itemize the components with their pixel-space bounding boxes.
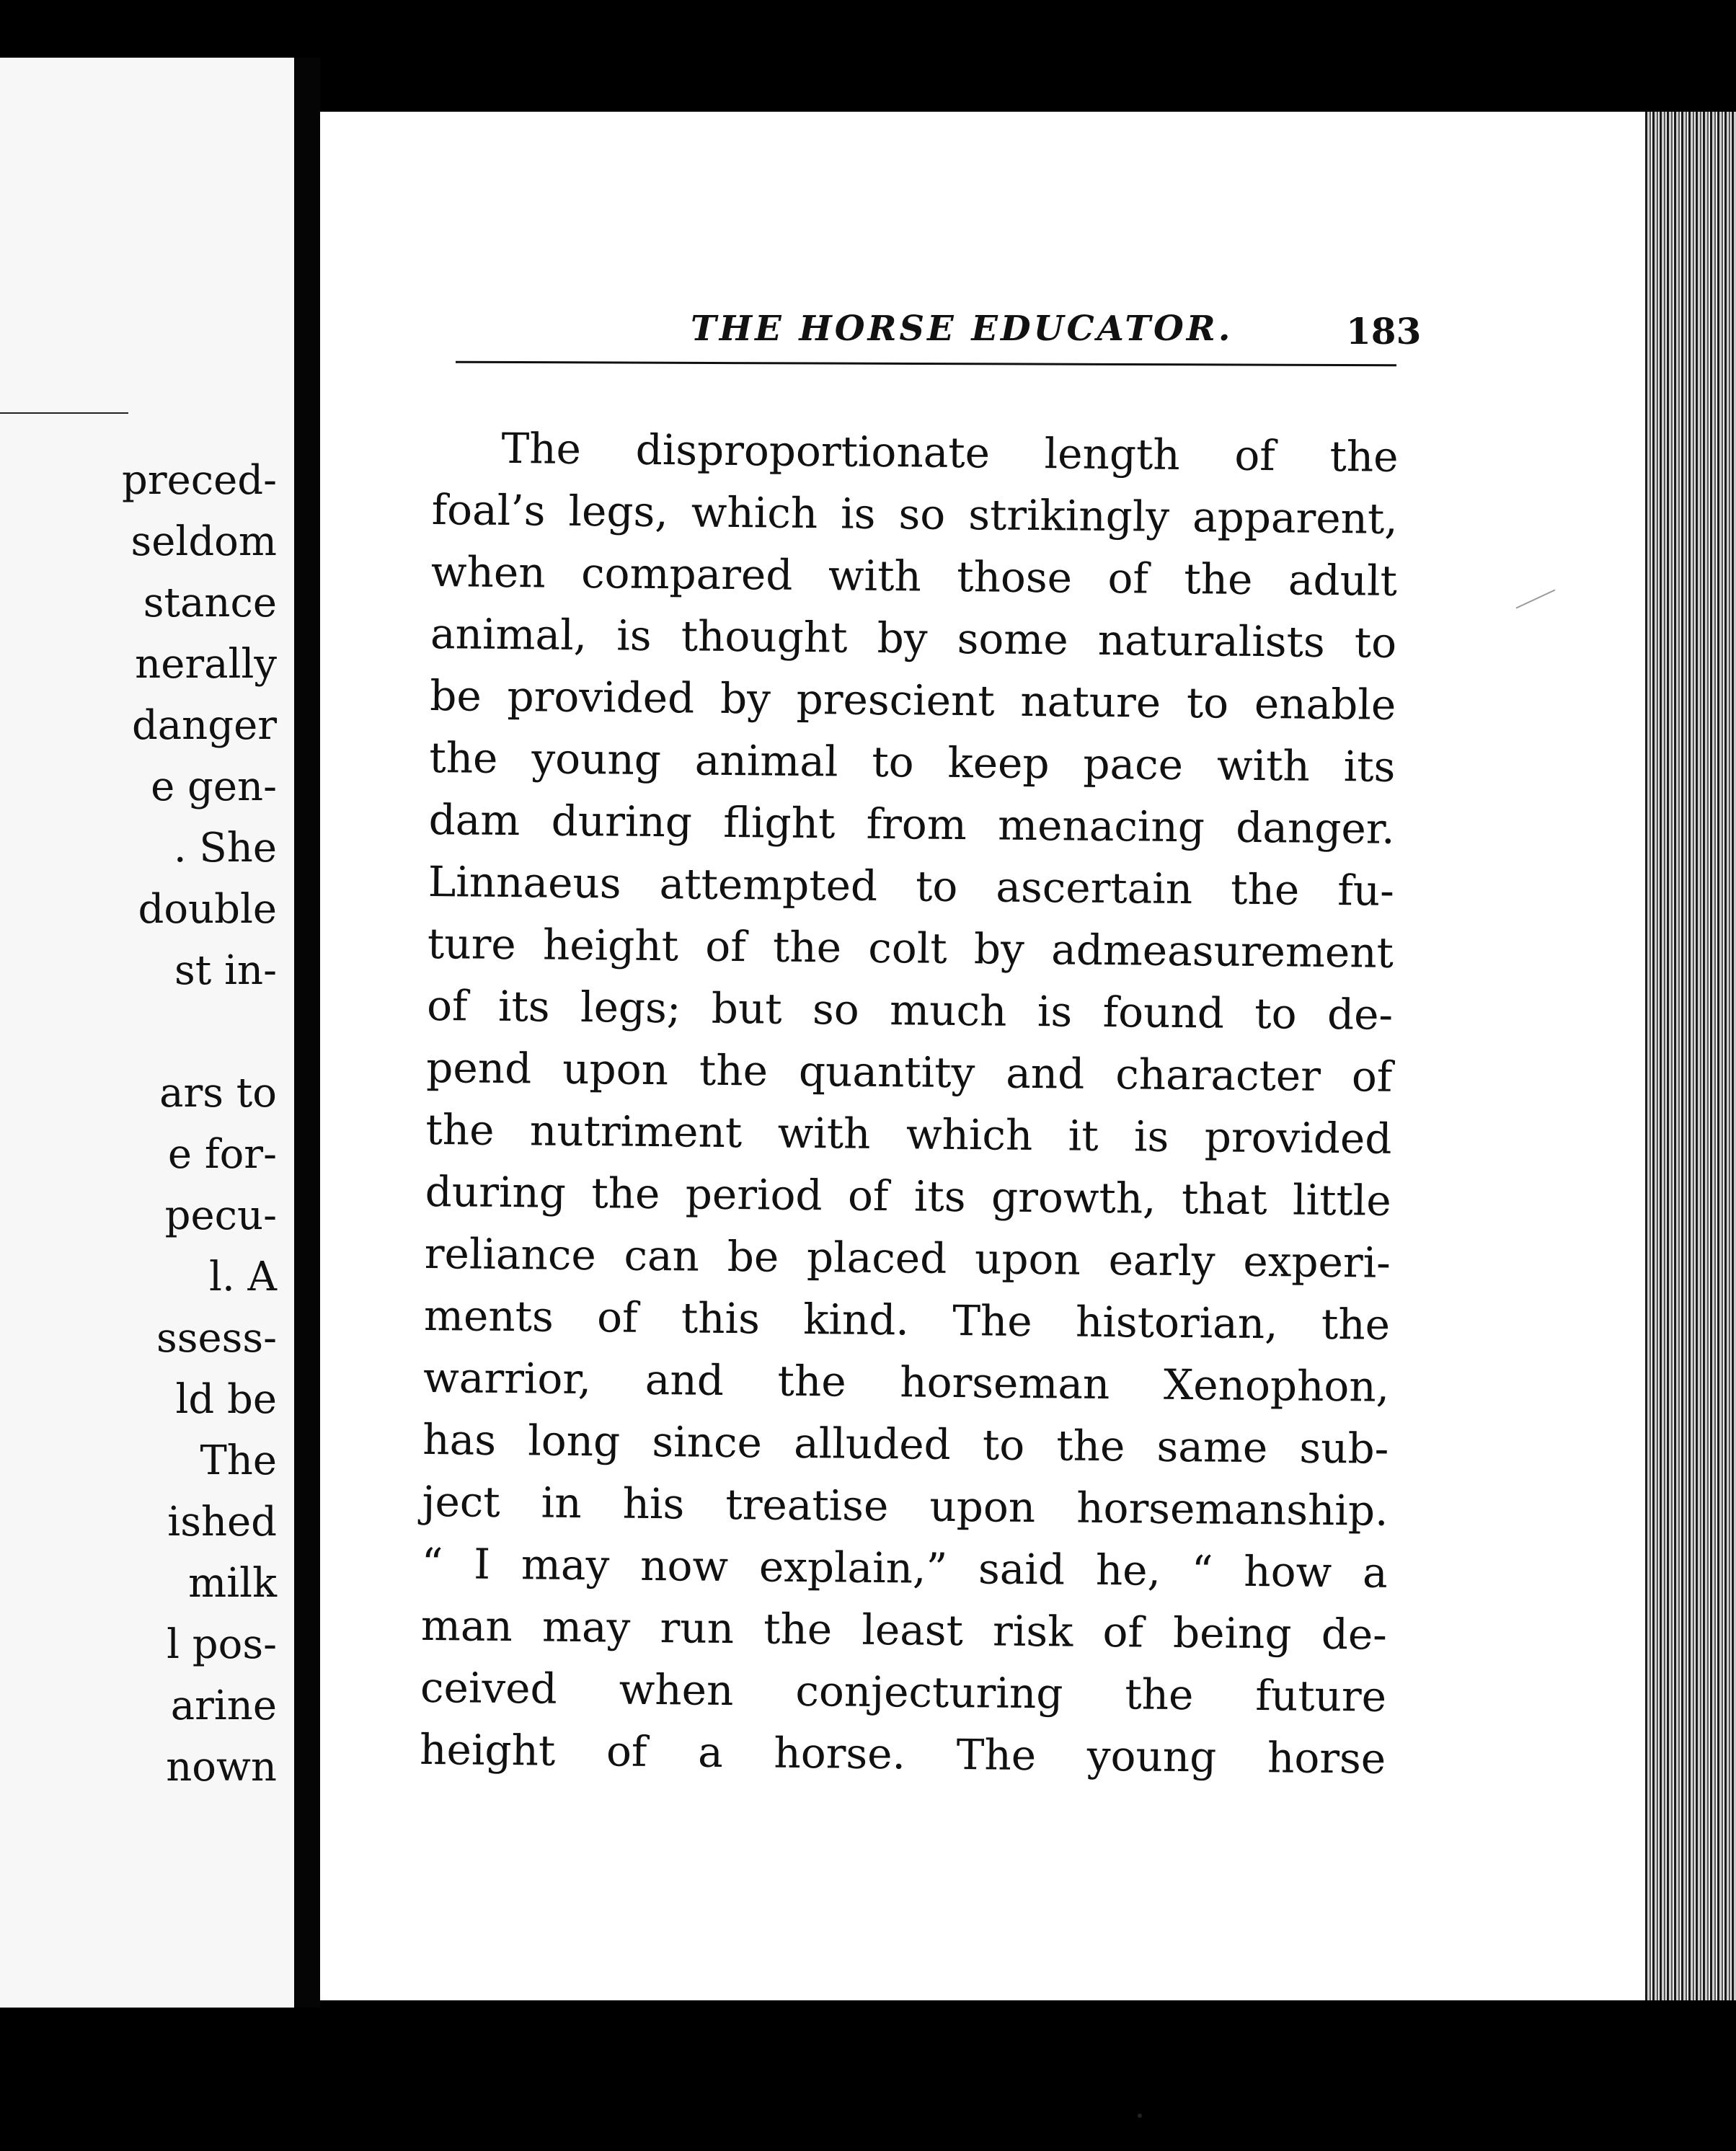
text-line: The disproportionate length of the [501, 423, 1399, 482]
running-head: THE HORSE EDUCATOR. [691, 309, 1234, 349]
text-line: warrior, and the horseman Xenophon, [422, 1352, 1390, 1411]
left-line: l pos- [167, 1621, 277, 1668]
left-line: preced- [121, 457, 277, 504]
left-line: ished [167, 1499, 277, 1545]
left-line: e for- [167, 1131, 277, 1178]
text-line: dam during flight from menacing danger. [428, 794, 1395, 853]
left-line: double [138, 886, 277, 933]
text-line: ture height of the colt by admeasurement [427, 918, 1394, 977]
text-line: during the period of its growth, that little [425, 1166, 1391, 1225]
left-line: . She [173, 825, 277, 872]
left-line: seldom [130, 518, 277, 565]
page-number: 183 [1346, 310, 1422, 352]
text-line: “ I may now explain,” said he, “ how a [421, 1538, 1388, 1597]
left-line: danger [131, 702, 277, 749]
left-line: pecu- [164, 1192, 277, 1239]
left-line: ars to [159, 1070, 277, 1117]
text-line: man may run the least risk of being de- [420, 1600, 1388, 1659]
left-line: arine [170, 1682, 277, 1729]
left-line: The [200, 1437, 277, 1484]
text-line: the nutriment with which it is provided [425, 1104, 1392, 1163]
book-gutter [294, 58, 320, 2008]
left-line: nerally [135, 641, 277, 688]
left-line: stance [143, 580, 277, 626]
left-line: milk [188, 1560, 277, 1607]
left-line: st in- [174, 947, 277, 994]
left-line: l. A [209, 1254, 277, 1300]
text-line: ceived when conjecturing the future [420, 1662, 1387, 1721]
text-line: ject in his treatise upon horsemanship. [422, 1476, 1389, 1535]
text-line: reliance can be placed upon early experi- [424, 1228, 1391, 1287]
text-line: foal’s legs, which is so strikingly apparent, [431, 484, 1399, 544]
text-line: animal, is thought by some naturalists to [430, 608, 1397, 668]
text-line: ments of this kind. The historian, the [423, 1290, 1391, 1349]
text-line: height of a horse. The young horse [419, 1724, 1386, 1783]
left-page-rule [0, 412, 128, 414]
text-line: be provided by prescient nature to enable [429, 670, 1396, 729]
left-line: nown [166, 1744, 277, 1791]
left-line: ssess- [156, 1315, 277, 1362]
page-edges [1645, 112, 1736, 2000]
body-paragraph [420, 417, 1399, 1790]
left-line: e gen- [151, 763, 277, 810]
left-line: ld be [175, 1376, 277, 1423]
text-line: when compared with those of the adult [430, 546, 1398, 606]
scan-speck [1138, 2114, 1142, 2118]
text-line: Linnaeus attempted to ascertain the fu- [428, 856, 1395, 915]
text-line: pend upon the quantity and character of [426, 1042, 1393, 1101]
text-line: of its legs; but so much is found to de- [426, 980, 1394, 1039]
text-line: has long since alluded to the same sub- [422, 1414, 1389, 1473]
text-line: the young animal to keep pace with its [429, 732, 1396, 791]
left-facing-page [0, 58, 294, 2008]
